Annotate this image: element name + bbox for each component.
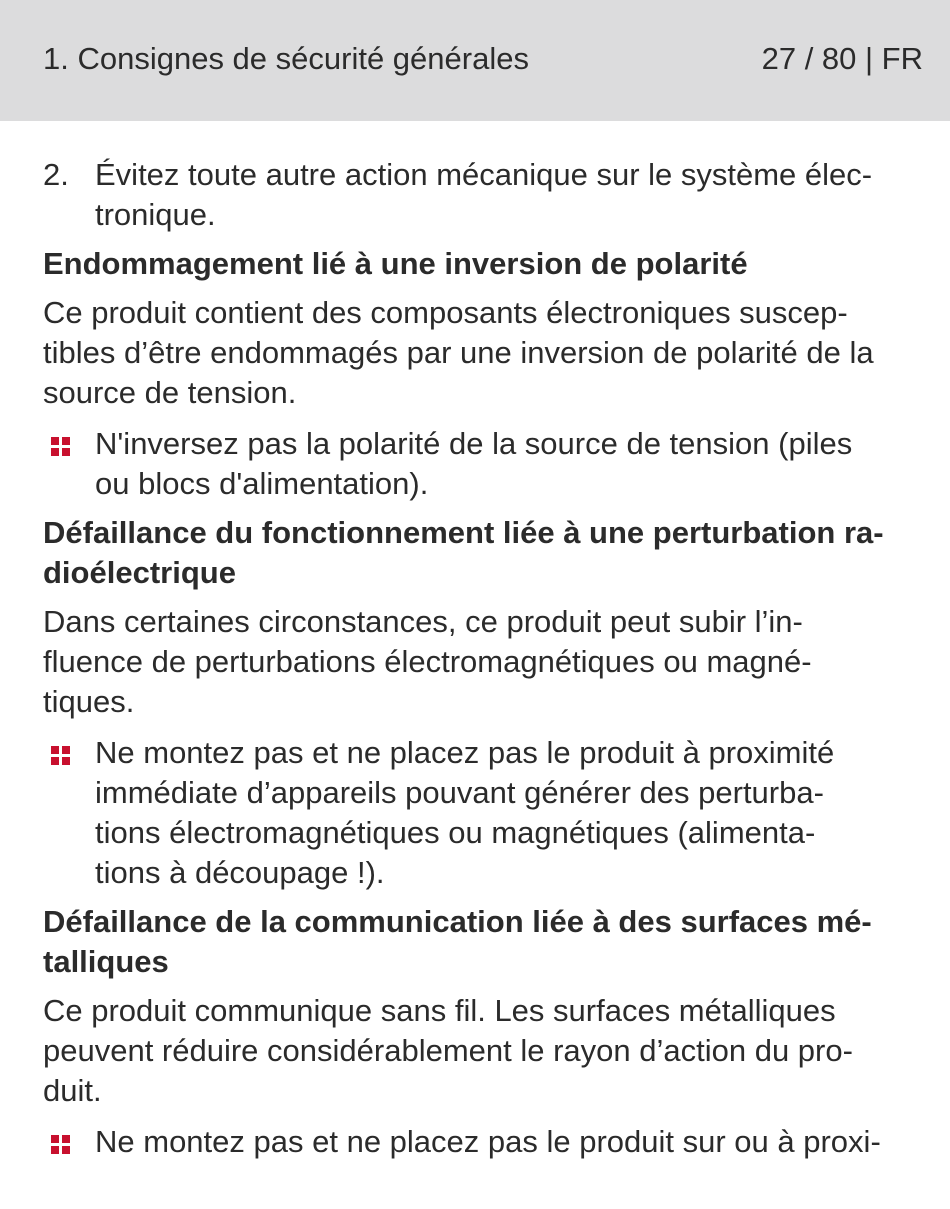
page-header — [0, 0, 950, 121]
bullet-text-line: ou blocs d'alimentation). — [95, 466, 429, 501]
bullet-text-line: immédiate d’appareils pouvant générer des perturba- — [95, 775, 824, 810]
bullet-text-line: tions électromagnétiques ou magnétiques (alimenta- — [95, 815, 816, 850]
paragraph-metal — [43, 991, 928, 1111]
bullet-text-line: Ne montez pas et ne placez pas le produit à proximité — [95, 735, 835, 770]
red-square-grid-icon — [51, 437, 70, 456]
paragraph-line: Ce produit contient des composants électroniques suscep- — [43, 295, 848, 330]
paragraph-radio — [43, 602, 928, 722]
paragraph-line: Ce produit communique sans fil. Les surfaces métalliques — [43, 993, 836, 1028]
numbered-item-2 — [43, 155, 928, 235]
section-title: 1. Consignes de sécurité générales — [43, 41, 529, 76]
item-text-line: Évitez toute autre action mécanique sur le système élec- — [95, 157, 873, 192]
red-square-grid-icon — [51, 1135, 70, 1154]
paragraph-line: peuvent réduire considérablement le rayon d’action du pro- — [43, 1033, 853, 1068]
item-text-line: tronique. — [95, 197, 216, 232]
heading-line: Défaillance de la communication liée à des surfaces mé- — [43, 904, 872, 939]
bullet-item-radio — [43, 733, 928, 893]
bullet-text-line: Ne montez pas et ne placez pas le produit sur ou à proxi- — [95, 1124, 881, 1159]
paragraph-line: duit. — [43, 1073, 102, 1108]
paragraph-line: source de tension. — [43, 375, 297, 410]
red-square-grid-icon — [51, 746, 70, 765]
heading-line: Défaillance du fonctionnement liée à une perturbation ra- — [43, 515, 884, 550]
section-heading-polarity: Endommagement lié à une inversion de polarité — [43, 246, 748, 281]
item-number: 2. — [43, 157, 69, 192]
paragraph-line: tiques. — [43, 684, 135, 719]
paragraph-line: tibles d’être endommagés par une inversion de polarité de la — [43, 335, 874, 370]
section-heading-radio — [43, 513, 928, 593]
bullet-item-polarity — [43, 424, 928, 504]
heading-line: dioélectrique — [43, 555, 236, 590]
section-heading-metal — [43, 902, 928, 982]
bullet-item-metal — [43, 1122, 928, 1162]
paragraph-polarity — [43, 293, 928, 413]
heading-line: talliques — [43, 944, 169, 979]
page-indicator: 27 / 80 | FR — [761, 41, 923, 76]
document-body — [43, 155, 928, 1162]
paragraph-line: fluence de perturbations électromagnétiques ou magné- — [43, 644, 812, 679]
bullet-text-line: tions à découpage !). — [95, 855, 385, 890]
paragraph-line: Dans certaines circonstances, ce produit peut subir l’in- — [43, 604, 803, 639]
bullet-text-line: N'inversez pas la polarité de la source de tension (piles — [95, 426, 853, 461]
